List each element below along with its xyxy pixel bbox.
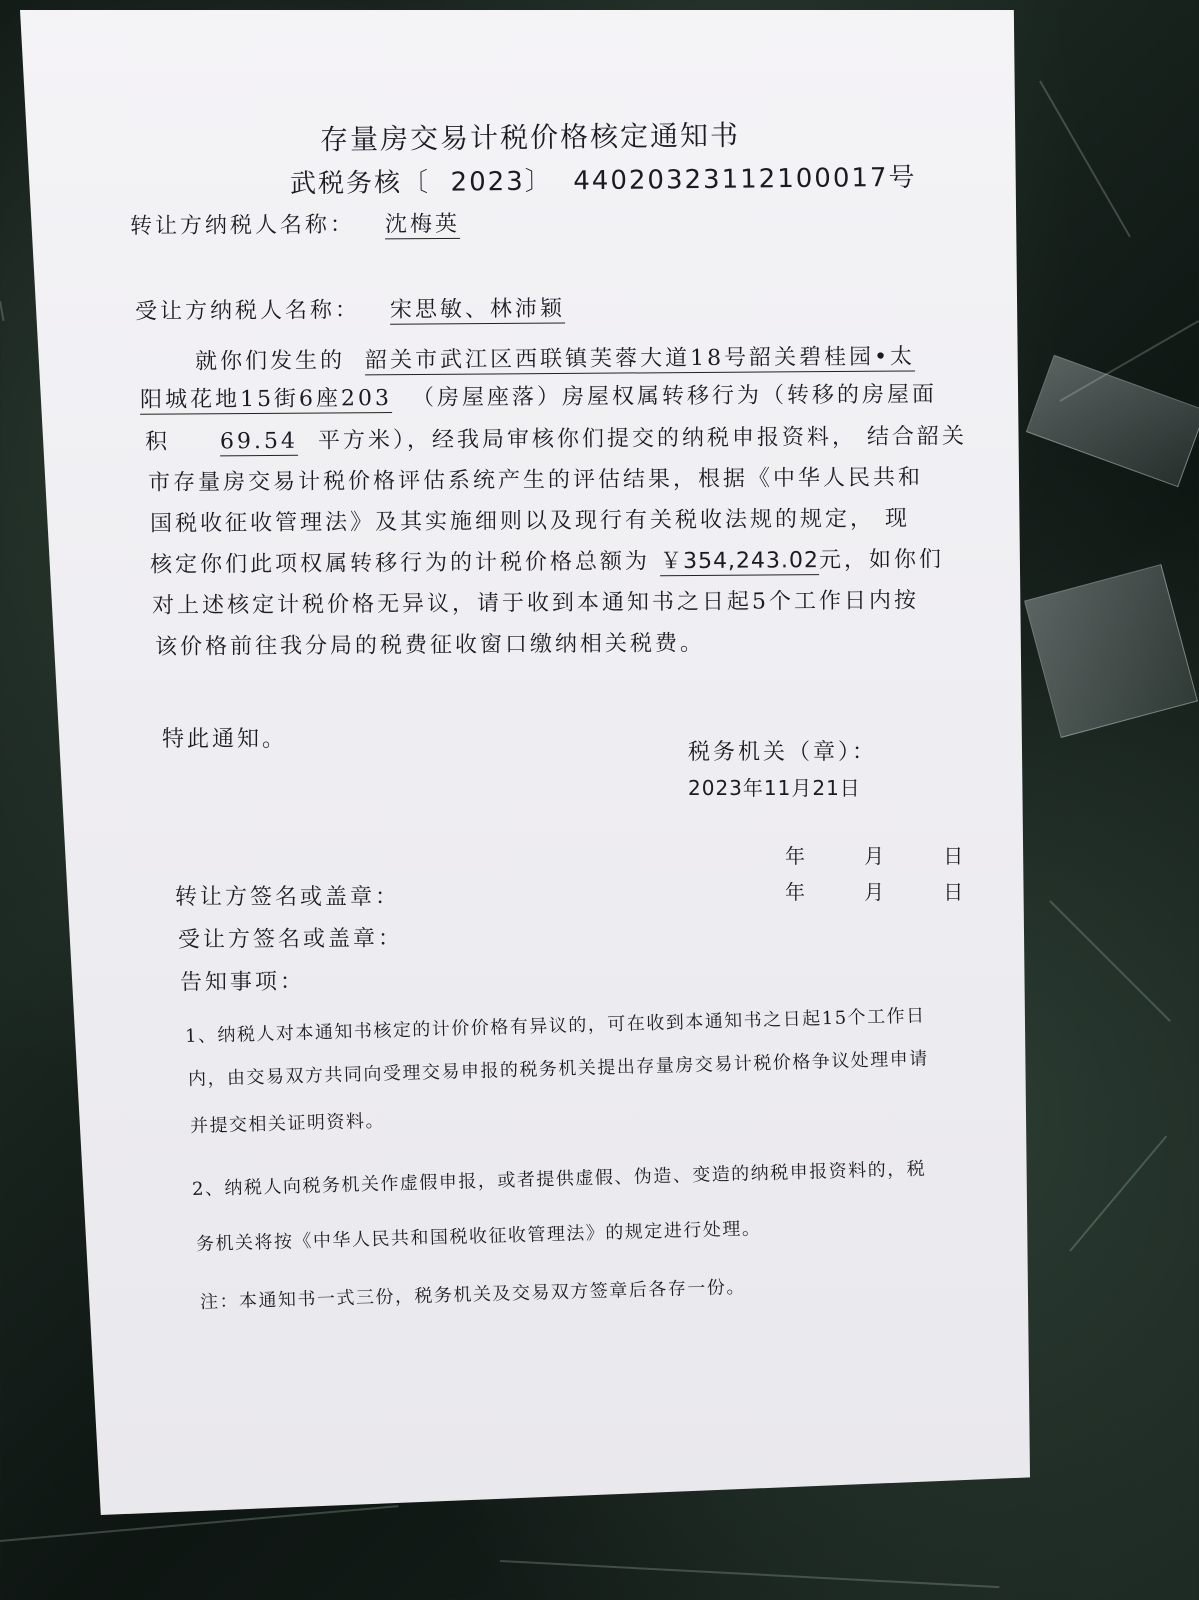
date-blank-1: 年 月 日 [785,844,967,868]
authority-label: 税务机关（章）： [688,740,878,765]
notice-item-1-line-2: 内，由交易双方共同向受理交易申报的税务机关提出存量房交易计税价格争议处理申请 [187,1048,930,1090]
paragraph-line-1 [195,339,915,375]
area-prefix: 积 [144,429,171,455]
transferee-label: 受让方纳税人名称： [134,297,361,325]
date-blank-2: 年 月 日 [785,880,967,904]
area-suffix: 平方米），经我局审核你们提交的纳税申报资料， 结合韶关 [317,424,968,454]
transferee-row [135,291,565,325]
marble-vein [0,301,4,321]
notice-close: 特此通知。 [162,727,288,752]
notice-item-2-line-2: 务机关将按《中华人民共和国税收征收管理法》的规定进行处理。 [195,1218,762,1255]
paragraph-line-4: 市存量房交易计税价格评估系统产生的评估结果，根据《中华人民共和 [147,465,924,496]
transferor-name: 沈梅英 [384,211,461,238]
notice-footnote: 注：本通知书一式三份，税务机关及交易双方签章后各存一份。 [199,1276,747,1313]
paragraph-line-3 [145,419,967,456]
doc-mid: 〕 [524,166,553,197]
area-value: 69.54 [219,428,299,455]
marble-vein [500,1560,999,1588]
document-title: 存量房交易计税价格核定通知书 [319,118,741,157]
document-number [290,157,917,201]
paragraph-line-7: 对上述核定计税价格无异议，请于收到本通知书之日起5个工作日内按 [151,588,920,619]
para-line6-prefix: 核定你们此项权属转移行为的计税价格总额为 [149,549,651,578]
notice-item-1-line-3: 并提交相关证明资料。 [189,1110,386,1137]
transferee-name: 宋思敏、林沛颖 [389,296,566,323]
transferor-label: 转让方纳税人名称： [129,212,356,240]
paragraph-line-2 [140,377,937,414]
para-intro: 就你们发生的 [194,348,346,375]
doc-year: 2023 [450,166,525,198]
marble-vein [1039,81,1131,238]
marble-vein [1069,1135,1167,1251]
tape-strip [1024,564,1198,738]
transferee-sign-label: 受让方签名或盖章： [177,926,404,953]
doc-prefix: 武税务核〔 [289,167,431,200]
property-address-1: 韶关市武江区西联镇芙蓉大道18号韶关碧桂园•太 [364,344,916,374]
property-address-2: 阳城花地15街6座203 [139,386,393,413]
transferor-row [130,207,460,240]
paragraph-line-5: 国税收征收管理法》及其实施细则以及现行有关税收法规的规定， 现 [149,506,911,537]
notice-item-1-line-1: 1、纳税人对本通知书核定的计价价格有异议的，可在收到本通知书之日起15个工作日 [184,1005,926,1047]
tape-strip [1026,355,1199,487]
paragraph-line-8: 该价格前往我分局的税费征收窗口缴纳相关税费。 [154,631,706,660]
paragraph-line-6 [150,542,944,579]
para-line2-rest: （房屋座落）房屋权属转移行为（转移的房屋面 [411,382,938,411]
transferor-sign-label: 转让方签名或盖章： [175,885,401,910]
marble-vein [1049,900,1171,1022]
tax-amount: ￥354,243.02 [659,548,820,575]
doc-number-value: 44020323112100017 [573,163,889,197]
notice-item-2-line-1: 2、纳税人向税务机关作虚假申报，或者提供虚假、伪造、变造的纳税申报资料的，税 [191,1158,927,1200]
doc-suffix: 号 [888,162,917,194]
authority-date: 2023年11月21日 [688,776,861,800]
notice-heading: 告知事项： [179,969,306,996]
para-line6-suffix: 元，如你们 [818,547,945,574]
